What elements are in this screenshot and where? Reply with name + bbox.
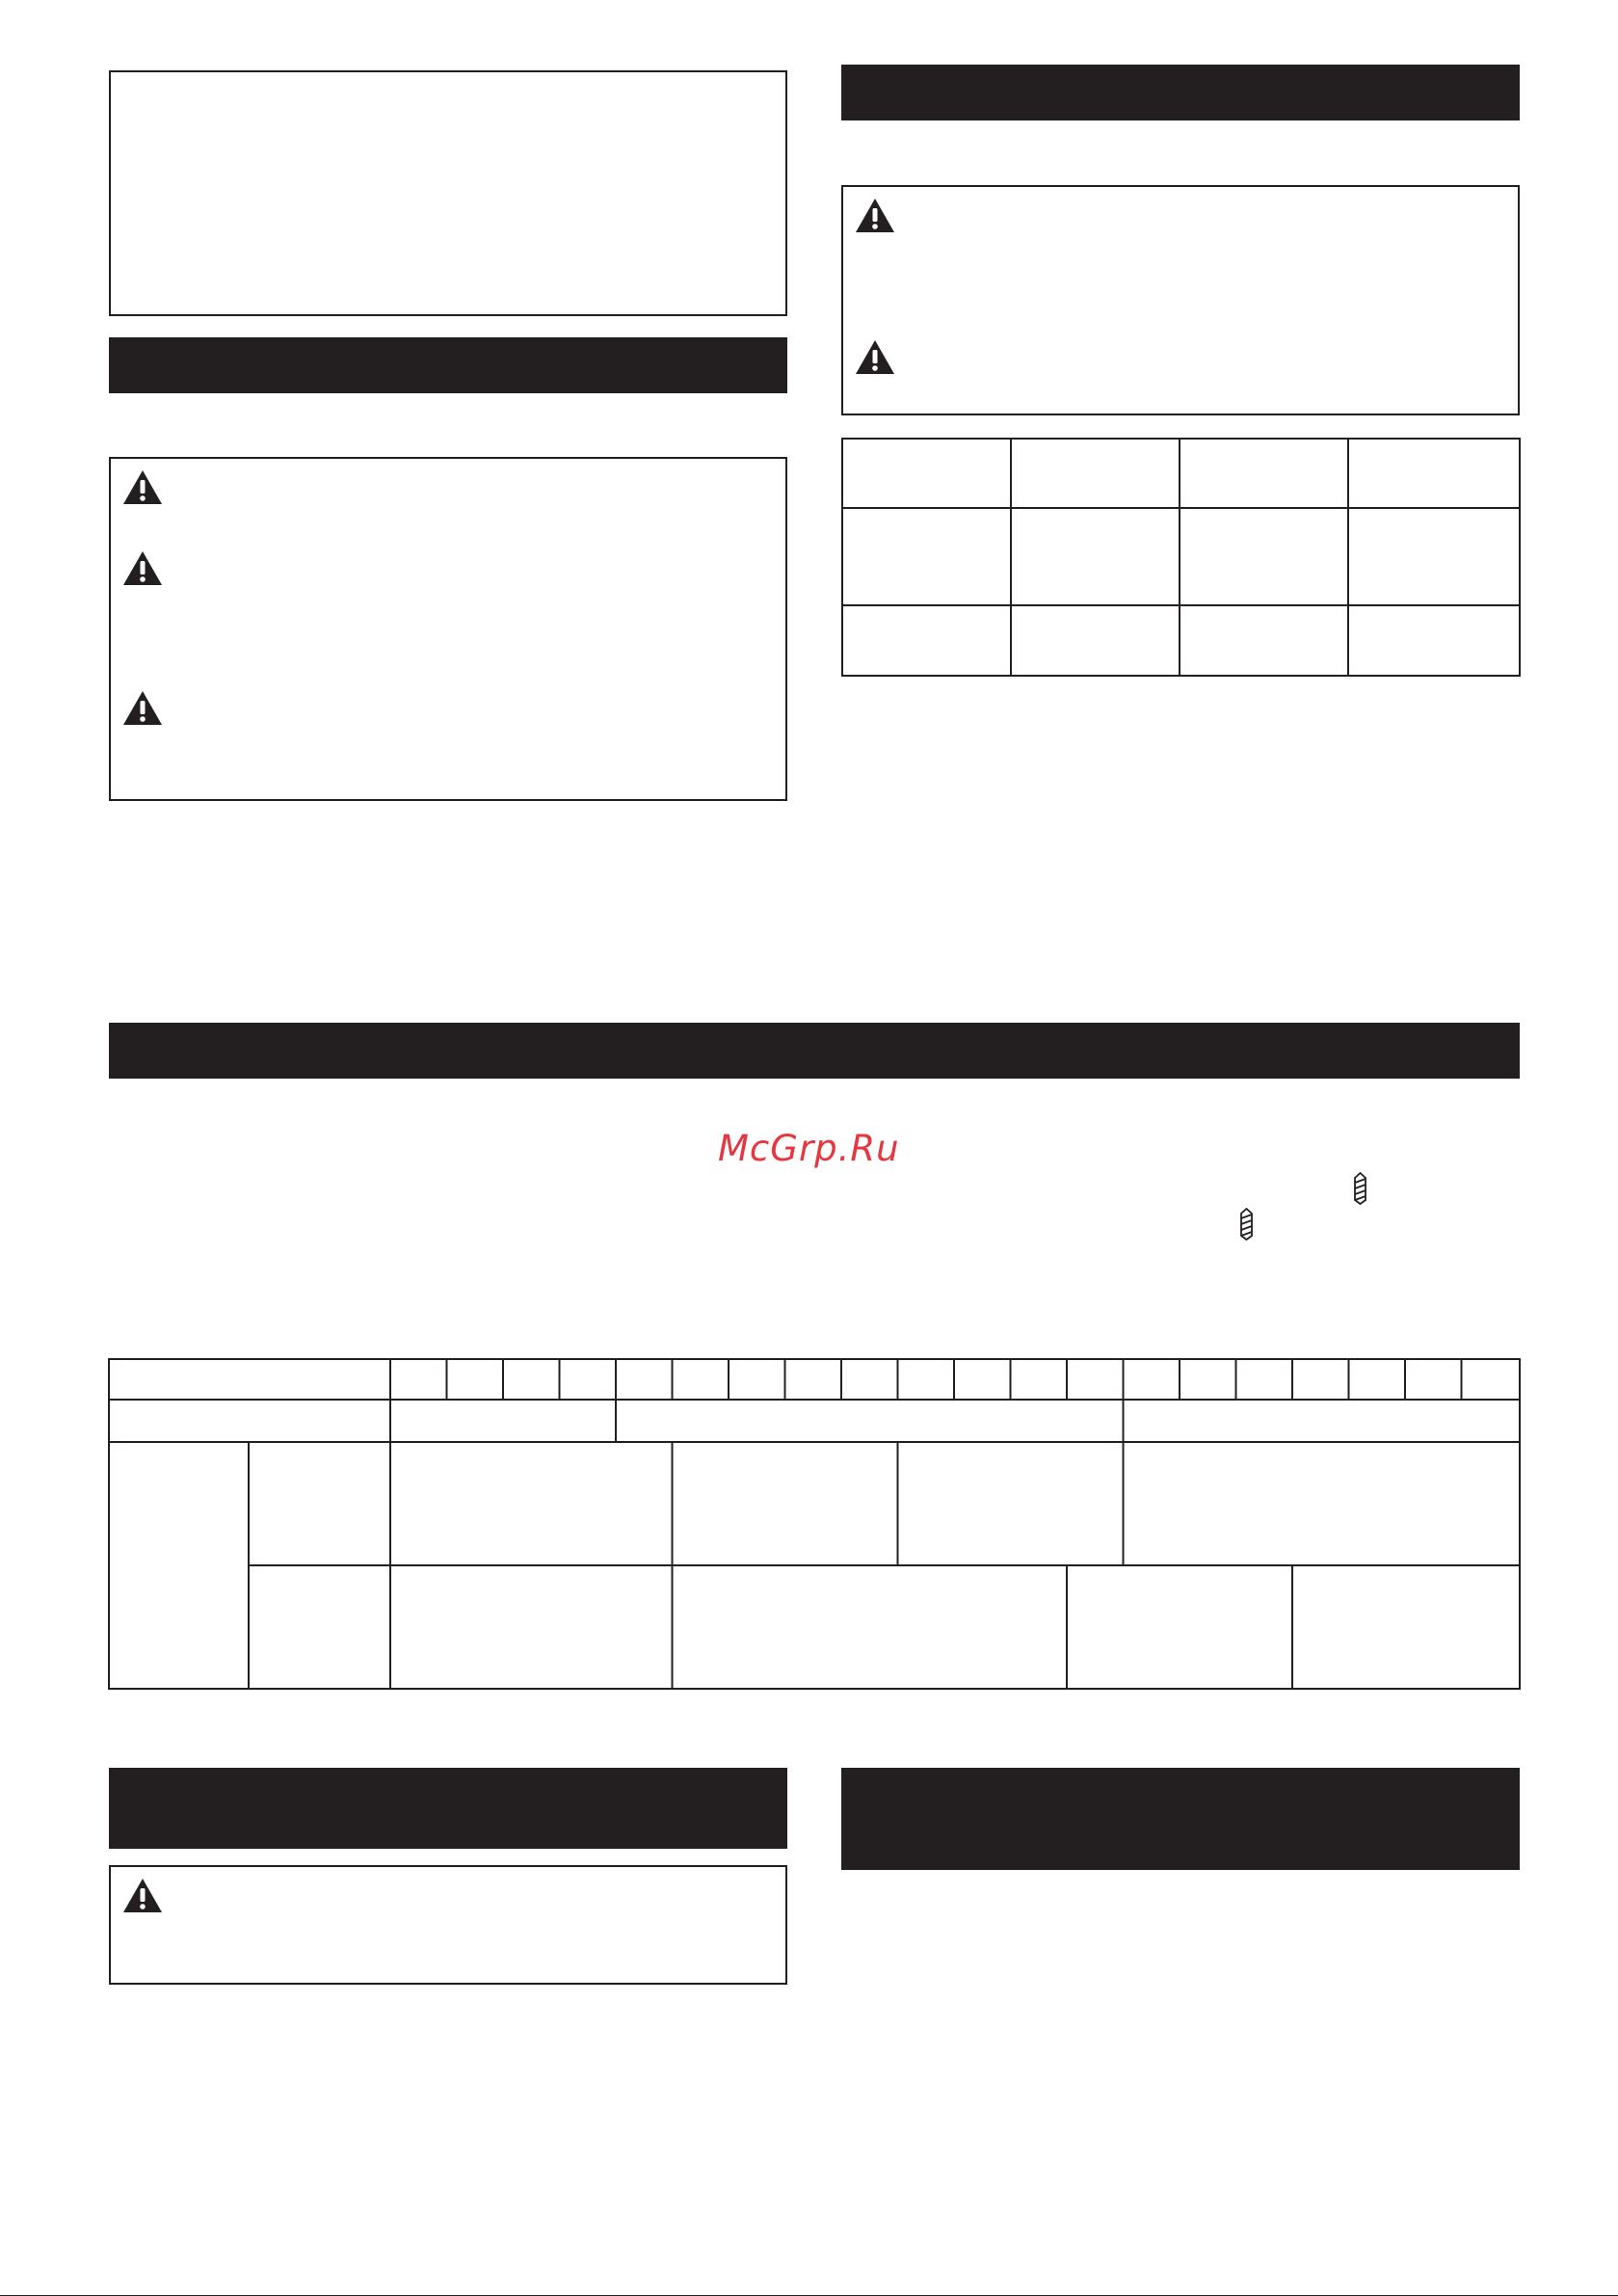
watermark-text: McGrp.Ru: [718, 1128, 900, 1169]
right-section-header-bar: [841, 65, 1520, 120]
bottom-left-warning-box: [109, 1865, 787, 1985]
bottom-right-section-header-bar: [841, 1768, 1520, 1870]
warning-triangle-icon: [122, 550, 163, 586]
full-width-section-header-bar: [109, 1023, 1520, 1079]
warning-triangle-icon: [122, 690, 163, 726]
warning-triangle-icon: [855, 339, 895, 375]
warning-triangle-icon: [855, 198, 895, 233]
table-cell: [1180, 508, 1348, 605]
table-cell: [842, 508, 1011, 605]
warning-triangle-icon: [122, 469, 163, 505]
table-cell: [1180, 605, 1348, 676]
left-warning-box: [109, 457, 787, 801]
left-section-header-bar: [109, 337, 787, 393]
table-cell: [842, 439, 1011, 508]
left-empty-notice-box: [109, 70, 787, 316]
table-cell: [1348, 605, 1520, 676]
table-cell: [1348, 439, 1520, 508]
bottom-left-section-header-bar: [109, 1768, 787, 1849]
screw-icon: [1353, 1172, 1367, 1205]
table-cell: [1180, 439, 1348, 508]
table-cell: [1011, 439, 1180, 508]
table-cell: [1011, 605, 1180, 676]
table-cell: [1348, 508, 1520, 605]
right-spec-table: [841, 438, 1521, 677]
screw-icon: [1239, 1208, 1254, 1241]
table-cell: [842, 605, 1011, 676]
full-width-spec-table: [108, 1358, 1521, 1691]
table-cell: [1011, 508, 1180, 605]
warning-triangle-icon: [122, 1878, 163, 1913]
right-warning-box: [841, 185, 1520, 415]
